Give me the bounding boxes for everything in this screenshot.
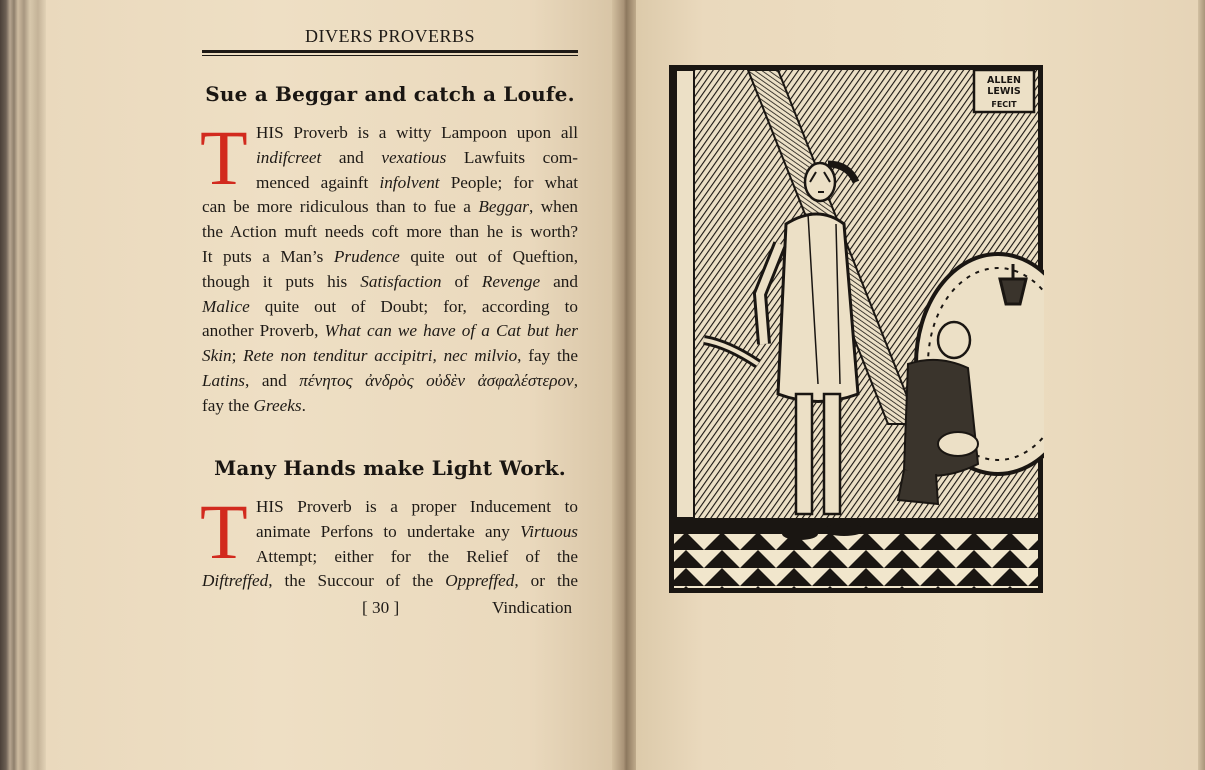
running-header: DIVERS PROVERBS [304,26,476,46]
book-page-edges [0,0,46,770]
text-line: Diftreffed, the Succour of the Oppreffed, or the [202,571,578,591]
right-page-edge [1198,0,1205,770]
header-rule-thick [202,50,578,53]
text-line: the Action muft needs coft more than he is worth? [202,222,578,242]
svg-text:ALLEN: ALLEN [987,75,1021,86]
text-line: Skin; Rete non tenditur accipitri, nec milvio, fay the [202,346,578,366]
catchword: Vindication [492,598,573,617]
text-line: HIS Proverb is a proper Inducement to [256,497,578,516]
artist-signature-plate [974,70,1034,112]
woodcut-illustration [668,64,1044,594]
text-line: Attempt; either for the Relief of the [256,546,578,566]
text-line: can be more ridiculous than to fue a Beggar, when [202,197,578,217]
book-gutter [612,0,638,770]
text-line: menced againft infolvent People; for what [256,172,578,192]
text-line: animate Perfons to undertake any Virtuous [256,521,578,541]
drop-cap-1: T [200,114,248,201]
proverb-heading-1: Sue a Beggar and catch a Loufe. [205,82,575,106]
page-number: [ 30 ] [362,598,400,617]
proverb-heading-2: Many Hands make Light Work. [214,456,566,480]
header-rule-thin [202,55,578,56]
proverb-text-1 [200,114,578,419]
drop-cap-2: T [200,488,248,575]
floor-tiles [674,534,1038,588]
svg-text:LEWIS: LEWIS [987,86,1021,97]
text-line: another Proverb, What can we have of a Cat but her [202,321,578,341]
text-line: Latins, and πένητος ἀνδρὸς οὐδὲν ἀσφαλέστερον, [202,370,578,390]
doorframe [676,70,694,518]
text-line: though it puts his Satisfaction of Revenge and [202,271,578,291]
svg-text:FECIT: FECIT [991,100,1017,109]
text-line: Malice quite out of Doubt; for, according to [202,296,578,316]
text-line: fay the Greeks. [202,395,306,415]
text-line: indifcreet and vexatious Lawfuits com- [256,147,578,167]
text-line: HIS Proverb is a witty Lampoon upon all [256,123,578,142]
text-line: It puts a Man’s Prudence quite out of Queftion, [202,246,578,266]
proverb-text-2 [200,488,578,594]
